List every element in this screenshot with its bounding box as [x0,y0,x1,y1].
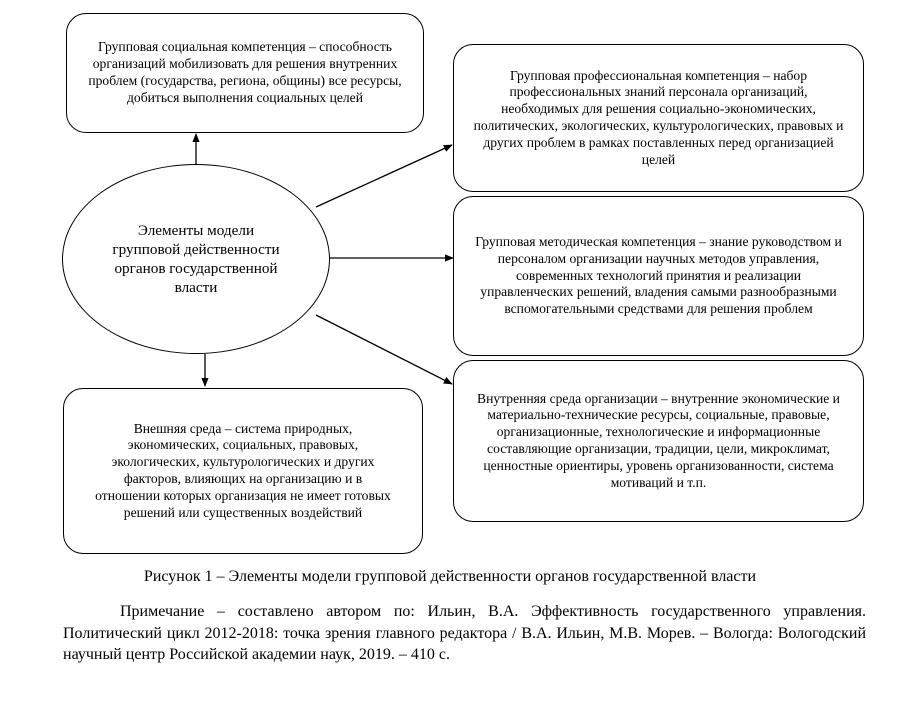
center-ellipse-text: Элементы модели групповой действенности органов государственной власти [112,221,280,297]
methodical-competence-text: Групповая методическая компетенция – знание руководством и персоналом организации научных методов управления, современных технологий принятия и реализации управленческих решений, владения самыми разнообразными вспомогательными средствами для решения проблем [475,234,842,317]
external-environment-text: Внешняя среда – система природных, экономических, социальных, правовых, экологических, культурологических и других факторов, влияющих на организацию и в отношении которых организация не имеет готовых решений или существенных воздействий [95,420,391,520]
social-competence-box [66,13,424,133]
external-environment-box [63,388,423,554]
figure-caption: Рисунок 1 – Элементы модели групповой действенности органов государственной власти [143,568,757,585]
professional-competence-text: Групповая профессиональная компетенция – набор профессиональных знаний персонала организаций, необходимых для решения социально-экономических, политических, экологических, культурологических, правовых и других проблем в рамках поставленных перед организацией целей [473,67,844,167]
internal-environment-text: Внутренняя среда организации – внутренние экономические и материально-технические ресурсы, социальные, правовые, организационные, технологические и информационные составляющие организации, традиции, цели, микроклимат, ценностные ориентиры, уровень организованности, система мотиваций и т.п. [477,390,840,490]
professional-competence-box [453,44,864,192]
social-competence-text: Групповая социальная компетенция – способность организаций мобилизовать для решения внутренних проблем (государства, региона, общины) все ресурсы, добиться выполнения социальных целей [88,39,402,105]
arrow-to-internal [316,315,452,384]
center-ellipse [62,164,330,354]
source-note: Примечание – составлено автором по: Ильин, В.А. Эффективность государственного управления. Политический цикл 2012-2018: точка зрения главного редактора / В.А. Ильин, М.В. Морев. – Вологда: Вологодский научный центр Российской академии наук, 2019. – 410 с. [63,603,866,663]
internal-environment-box [453,360,864,522]
methodical-competence-box [453,196,864,356]
arrow-to-professional [316,145,452,207]
